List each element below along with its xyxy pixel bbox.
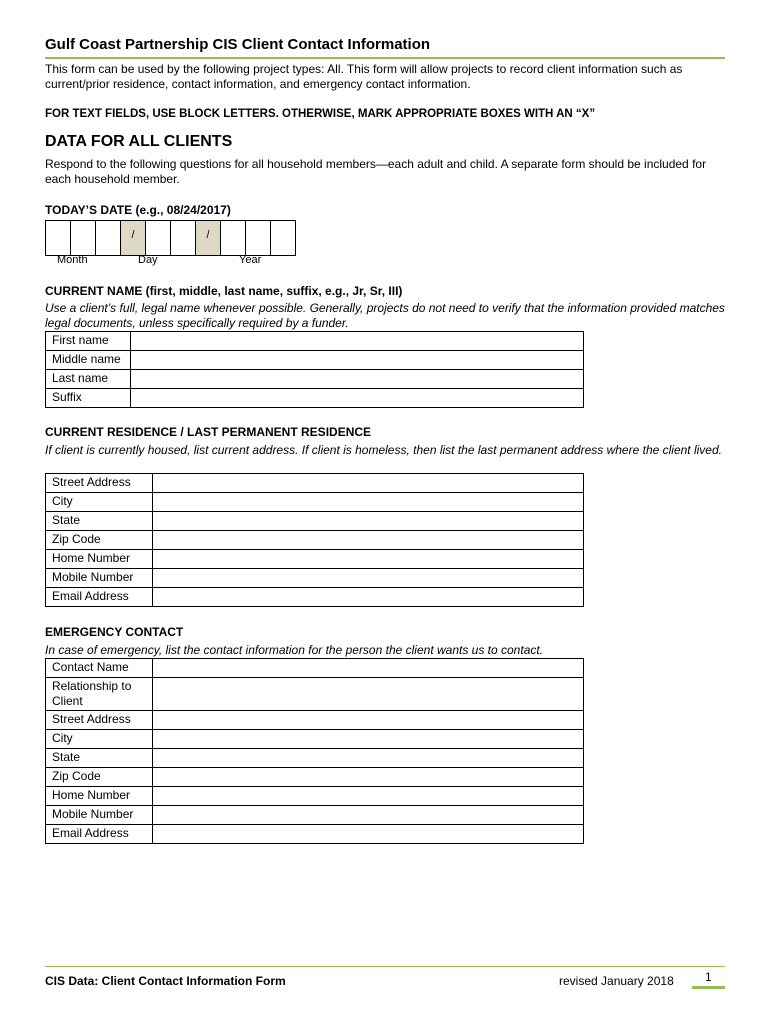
table-row (46, 659, 584, 678)
field-label: State (46, 512, 153, 531)
table-row (46, 493, 584, 512)
table-row (46, 749, 584, 768)
intro-text: This form can be used by the following project types: All. This form will allow projects to record client information such as current/prior residence, contact information, and emergency contact information. (45, 62, 683, 91)
field-label: State (46, 749, 153, 768)
date-box-day-1[interactable] (146, 221, 171, 255)
home-number-field[interactable] (153, 550, 584, 569)
field-label: Mobile Number (46, 806, 153, 825)
table-row (46, 474, 584, 493)
date-box-day-2[interactable] (171, 221, 196, 255)
date-box-year-2[interactable] (246, 221, 271, 255)
city-field[interactable] (153, 493, 584, 512)
month-label: Month (57, 254, 88, 266)
field-label: Mobile Number (46, 569, 153, 588)
field-label: Zip Code (46, 531, 153, 550)
relationship-field[interactable] (153, 678, 584, 711)
field-label: Email Address (46, 588, 153, 607)
street-address-field[interactable] (153, 711, 584, 730)
page-number-bar (692, 986, 725, 989)
mobile-number-field[interactable] (153, 806, 584, 825)
table-row (46, 531, 584, 550)
title-divider (45, 57, 725, 59)
current-name-note: Use a client’s full, legal name whenever possible. Generally, projects do not need to verify that the information provided matches legal documents, unless specifically required by a funder. (45, 301, 725, 330)
table-row (46, 332, 584, 351)
table-row (46, 806, 584, 825)
table-row (46, 768, 584, 787)
email-address-field[interactable] (153, 588, 584, 607)
city-field[interactable] (153, 730, 584, 749)
date-separator: / (196, 221, 221, 255)
field-label: Home Number (46, 550, 153, 569)
emergency-table (45, 658, 584, 844)
table-row (46, 550, 584, 569)
field-label: City (46, 730, 153, 749)
day-label: Day (138, 254, 158, 266)
table-row (46, 370, 584, 389)
table-row (46, 787, 584, 806)
email-address-field[interactable] (153, 825, 584, 844)
last-name-field[interactable] (131, 370, 584, 389)
footer-revision: revised January 2018 (559, 974, 674, 988)
zip-code-field[interactable] (153, 531, 584, 550)
footer-divider (45, 966, 725, 967)
date-separator: / (121, 221, 146, 255)
table-row (46, 512, 584, 531)
first-name-field[interactable] (131, 332, 584, 351)
table-row (46, 678, 584, 711)
zip-code-field[interactable] (153, 768, 584, 787)
instruction-text: FOR TEXT FIELDS, USE BLOCK LETTERS. OTHERWISE, MARK APPROPRIATE BOXES WITH AN “X” (45, 108, 596, 120)
suffix-field[interactable] (131, 389, 584, 408)
residence-table (45, 473, 584, 607)
date-boxes (45, 220, 296, 256)
field-label: Home Number (46, 787, 153, 806)
middle-name-field[interactable] (131, 351, 584, 370)
todays-date-label: TODAY’S DATE (e.g., 08/24/2017) (45, 203, 231, 217)
current-name-table (45, 331, 584, 408)
field-label: Zip Code (46, 768, 153, 787)
table-row (46, 588, 584, 607)
emergency-note: In case of emergency, list the contact information for the person the client wants us to contact. (45, 643, 544, 657)
field-label: Street Address (46, 474, 153, 493)
field-label: Last name (46, 370, 131, 389)
table-row (46, 389, 584, 408)
section-title: DATA FOR ALL CLIENTS (45, 133, 233, 150)
section-intro: Respond to the following questions for all household members—each adult and child. A separate form should be included for each household member. (45, 157, 707, 186)
page-title: Gulf Coast Partnership CIS Client Contact Information (45, 36, 431, 53)
contact-name-field[interactable] (153, 659, 584, 678)
emergency-heading: EMERGENCY CONTACT (45, 625, 184, 639)
state-field[interactable] (153, 749, 584, 768)
page-number: 1 (705, 970, 712, 984)
table-row (46, 825, 584, 844)
field-label: Middle name (46, 351, 131, 370)
year-label: Year (239, 254, 262, 266)
table-row (46, 711, 584, 730)
date-box-month-2[interactable] (71, 221, 96, 255)
field-label: Contact Name (46, 659, 153, 678)
table-row (46, 730, 584, 749)
table-row (46, 569, 584, 588)
field-label: Relationship to Client (46, 678, 153, 711)
home-number-field[interactable] (153, 787, 584, 806)
date-box-year-3[interactable] (271, 221, 296, 255)
state-field[interactable] (153, 512, 584, 531)
footer-title: CIS Data: Client Contact Information Form (45, 974, 286, 988)
date-box-year-1[interactable] (221, 221, 246, 255)
current-name-heading: CURRENT NAME (first, middle, last name, suffix, e.g., Jr, Sr, III) (45, 284, 403, 298)
field-label: Suffix (46, 389, 131, 408)
date-box-month-3[interactable] (96, 221, 121, 255)
residence-note: If client is currently housed, list current address. If client is homeless, then list the last permanent address where the client lived. (45, 443, 722, 457)
residence-heading: CURRENT RESIDENCE / LAST PERMANENT RESIDENCE (45, 425, 372, 439)
field-label: Email Address (46, 825, 153, 844)
street-address-field[interactable] (153, 474, 584, 493)
field-label: First name (46, 332, 131, 351)
field-label: Street Address (46, 711, 153, 730)
table-row (46, 351, 584, 370)
date-box-month-1[interactable] (46, 221, 71, 255)
mobile-number-field[interactable] (153, 569, 584, 588)
field-label: City (46, 493, 153, 512)
